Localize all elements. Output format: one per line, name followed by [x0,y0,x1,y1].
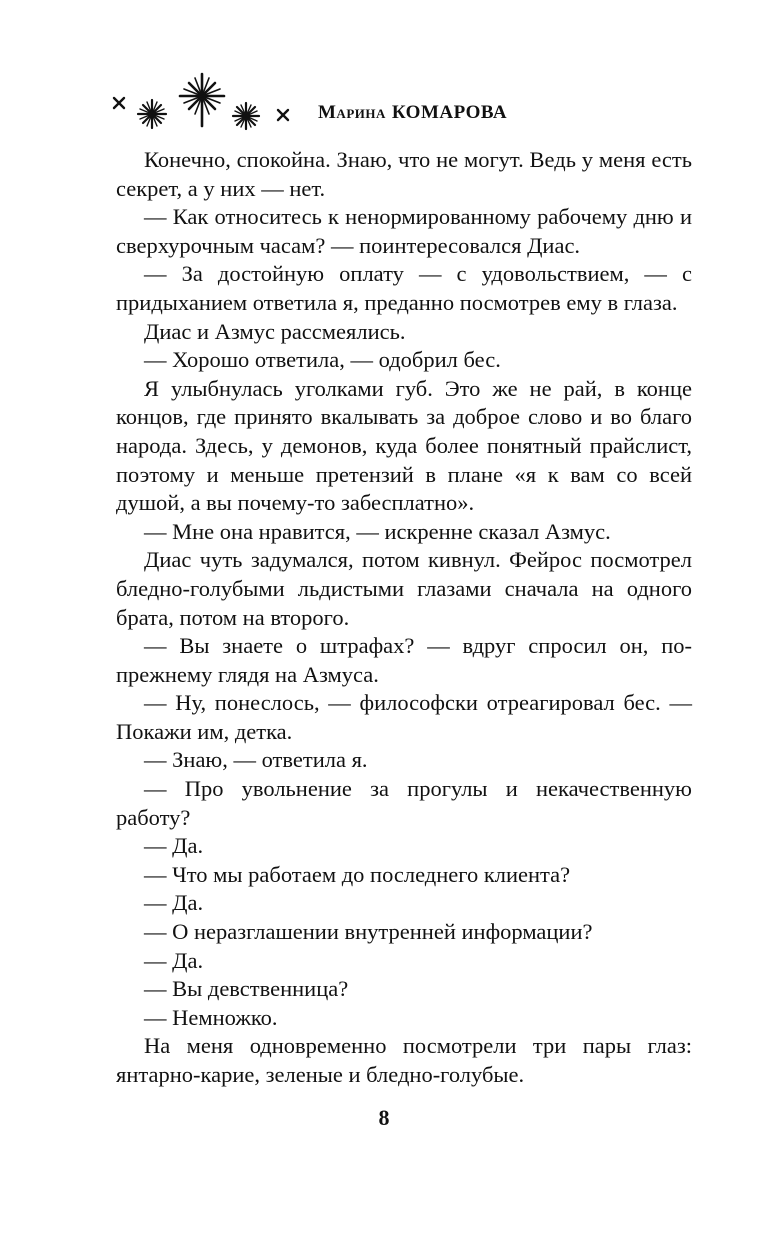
author-last-name: КОМАРОВА [391,102,508,123]
paragraph: Я улыбнулась уголками губ. Это же не рай, в конце концов, где принято вкалывать за доброе слово и во благо народа. Здесь, у демонов, куда более понятный прайслист, поэтому и меньше претензий в плане «я к вам со всей душой, а вы почему-то забесплатно». [116,375,692,516]
author-first-name: Марина [318,102,386,123]
paragraph: — Да. [144,833,204,859]
paragraph: — Что мы работаем до последнего клиента? [144,861,571,887]
paragraph: Диас и Азмус рассмеялись. [144,318,406,344]
paragraph: — Хорошо ответила, — одобрил бес. [144,347,501,373]
paragraph: — Да. [144,890,204,916]
paragraph: — Мне она нравится, — искренне сказал Азмус. [144,518,611,544]
author-name [318,102,507,124]
paragraph: — Про увольнение за прогулы и некачественную работу? [116,776,692,830]
paragraph: — Вы девственница? [144,976,349,1002]
paragraph: — Знаю, — ответила я. [144,747,368,773]
stars-ornament-icon [112,72,302,136]
paragraph: — Как относитесь к ненормированному рабочему дню и сверхурочным часам? — поинтересовался Диас. [116,204,692,258]
paragraph: Диас чуть задумался, потом кивнул. Фейрос посмотрел бледно-голубыми льдистыми глазами сначала на одного брата, потом на второго. [116,547,692,630]
paragraph: — Ну, понеслось, — философски отреагировал бес. — Покажи им, детка. [116,690,692,744]
paragraph: На меня одновременно посмотрели три пары глаз: янтарно-карие, зеленые и бледно-голубые. [116,1033,692,1087]
paragraph: — О неразглашении внутренней информации? [144,919,593,945]
paragraph: — За достойную оплату — с удовольствием, — с придыханием ответила я, преданно посмотрев ему в глаза. [116,261,692,315]
page-number: 8 [378,1105,390,1130]
paragraph: — Немножко. [144,1004,278,1030]
paragraph: — Да. [144,947,204,973]
running-header [112,72,532,136]
paragraph: Конечно, спокойна. Знаю, что не могут. Ведь у меня есть секрет, а у них — нет. [116,147,692,201]
paragraph: — Вы знаете о штрафах? — вдруг спросил он, по-прежнему глядя на Азмуса. [116,633,692,687]
body-text [116,146,692,1090]
